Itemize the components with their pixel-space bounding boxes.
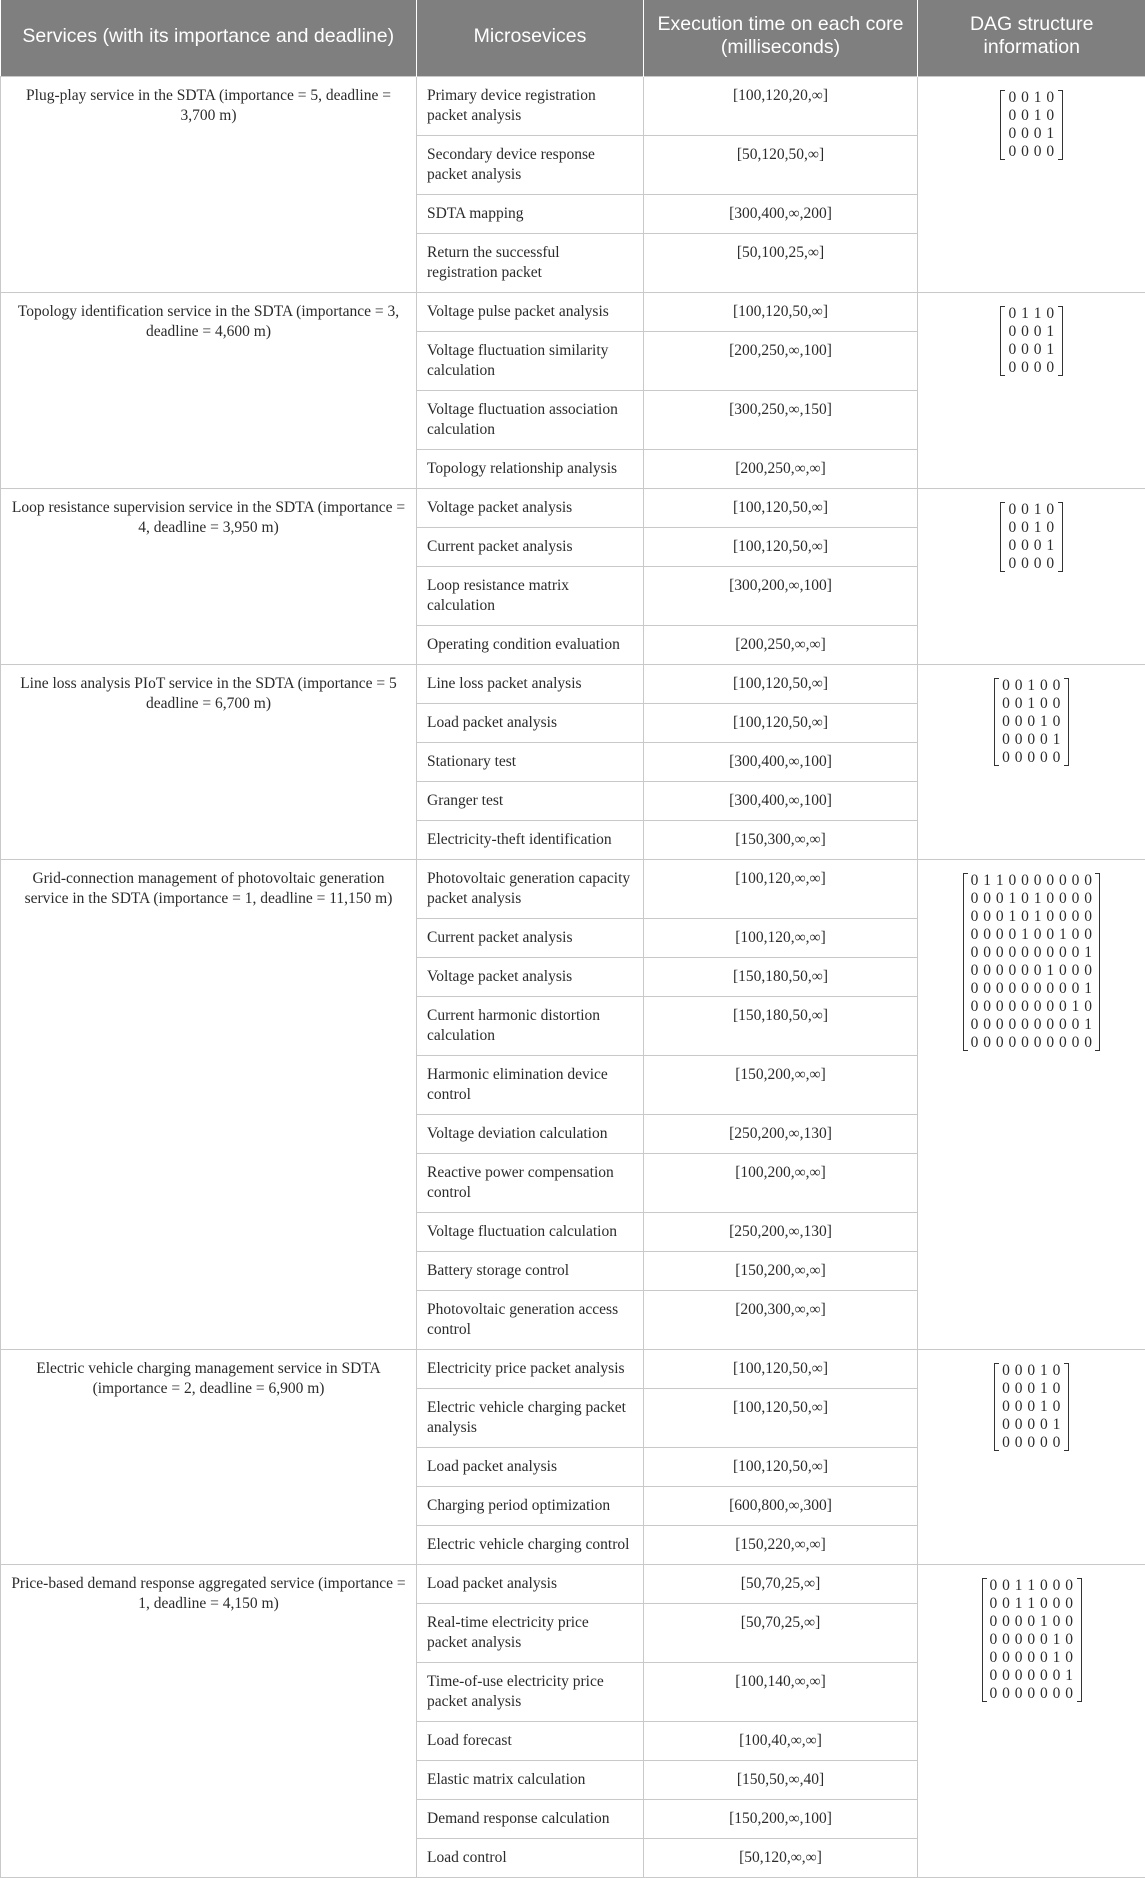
table-header bbox=[1, 0, 1145, 77]
execution-time-cell: [50,120,∞,∞] bbox=[644, 1839, 918, 1878]
matrix-row: 0 0 0 0 0 0 1 bbox=[990, 1667, 1074, 1685]
execution-time-cell: [200,250,∞,∞] bbox=[644, 450, 918, 489]
dag-adjacency-matrix bbox=[962, 872, 1102, 1052]
microservice-name-cell: Load packet analysis bbox=[417, 1448, 644, 1487]
microservice-name-cell: Voltage pulse packet analysis bbox=[417, 293, 644, 332]
execution-time-cell: [100,120,∞,∞] bbox=[644, 860, 918, 919]
matrix-row: 0 0 0 1 0 bbox=[1002, 713, 1061, 731]
microservice-name-cell: Current packet analysis bbox=[417, 528, 644, 567]
microservice-name-cell: Granger test bbox=[417, 782, 644, 821]
microservice-name-cell: Electric vehicle charging control bbox=[417, 1526, 644, 1565]
execution-time-cell: [300,250,∞,150] bbox=[644, 391, 918, 450]
microservice-name-cell: Voltage packet analysis bbox=[417, 958, 644, 997]
matrix-row: 0 0 0 1 bbox=[1008, 341, 1054, 359]
service-name-cell: Topology identification service in the SDTA (importance = 3, deadline = 4,600 m) bbox=[1, 293, 417, 489]
service-name-cell: Line loss analysis PIoT service in the SDTA (importance = 5 deadline = 6,700 m) bbox=[1, 665, 417, 860]
microservice-name-cell: Voltage fluctuation association calculation bbox=[417, 391, 644, 450]
matrix-row: 0 0 0 0 bbox=[1008, 359, 1054, 377]
execution-time-cell: [300,400,∞,100] bbox=[644, 743, 918, 782]
execution-time-cell: [250,200,∞,130] bbox=[644, 1115, 918, 1154]
matrix-row: 0 0 0 0 1 0 0 bbox=[990, 1613, 1074, 1631]
microservice-name-cell: Stationary test bbox=[417, 743, 644, 782]
matrix-row: 0 1 1 0 bbox=[1008, 305, 1054, 323]
service-name-cell: Electric vehicle charging management service in SDTA (importance = 2, deadline = 6,900 m) bbox=[1, 1350, 417, 1565]
service-name-cell: Price-based demand response aggregated service (importance = 1, deadline = 4,150 m) bbox=[1, 1565, 417, 1878]
microservice-name-cell: Real-time electricity price packet analysis bbox=[417, 1604, 644, 1663]
microservice-name-cell: Load forecast bbox=[417, 1722, 644, 1761]
execution-time-cell: [50,70,25,∞] bbox=[644, 1604, 918, 1663]
dag-matrix-cell bbox=[918, 293, 1145, 489]
execution-time-cell: [100,200,∞,∞] bbox=[644, 1154, 918, 1213]
matrix-row: 0 0 1 1 0 0 0 bbox=[990, 1595, 1074, 1613]
execution-time-cell: [600,800,∞,300] bbox=[644, 1487, 918, 1526]
matrix-row: 0 0 0 1 0 bbox=[1002, 1398, 1061, 1416]
matrix-row: 0 0 0 0 0 0 0 0 0 0 bbox=[971, 1034, 1093, 1052]
matrix-row: 0 0 0 1 bbox=[1008, 125, 1054, 143]
execution-time-cell: [200,250,∞,100] bbox=[644, 332, 918, 391]
microservice-name-cell: Loop resistance matrix calculation bbox=[417, 567, 644, 626]
matrix-row: 0 0 0 0 0 bbox=[1002, 1434, 1061, 1452]
matrix-row: 0 0 0 0 0 0 0 0 1 0 bbox=[971, 998, 1093, 1016]
matrix-row: 0 0 1 0 bbox=[1008, 89, 1054, 107]
matrix-row: 0 0 1 1 0 0 0 bbox=[990, 1577, 1074, 1595]
matrix-row: 0 0 0 0 0 1 0 bbox=[990, 1631, 1074, 1649]
matrix-row: 0 0 1 0 bbox=[1008, 107, 1054, 125]
dag-matrix-cell bbox=[918, 665, 1145, 860]
microservice-name-cell: SDTA mapping bbox=[417, 195, 644, 234]
table-body bbox=[1, 77, 1145, 1878]
microservice-name-cell: Battery storage control bbox=[417, 1252, 644, 1291]
microservice-name-cell: Voltage packet analysis bbox=[417, 489, 644, 528]
microservice-name-cell: Voltage fluctuation calculation bbox=[417, 1213, 644, 1252]
header-row bbox=[1, 0, 1145, 77]
execution-time-cell: [100,120,50,∞] bbox=[644, 1448, 918, 1487]
execution-time-cell: [150,180,50,∞] bbox=[644, 958, 918, 997]
execution-time-cell: [200,250,∞,∞] bbox=[644, 626, 918, 665]
microservice-name-cell: Electricity-theft identification bbox=[417, 821, 644, 860]
microservice-name-cell: Line loss packet analysis bbox=[417, 665, 644, 704]
matrix-row: 0 0 0 0 0 1 0 bbox=[990, 1649, 1074, 1667]
microservice-name-cell: Time-of-use electricity price packet analysis bbox=[417, 1663, 644, 1722]
matrix-row: 0 0 0 0 0 0 1 0 0 0 bbox=[971, 962, 1093, 980]
execution-time-cell: [100,120,∞,∞] bbox=[644, 919, 918, 958]
matrix-row: 0 0 0 1 bbox=[1008, 323, 1054, 341]
microservice-name-cell: Voltage deviation calculation bbox=[417, 1115, 644, 1154]
microservice-name-cell: Topology relationship analysis bbox=[417, 450, 644, 489]
microservice-name-cell: Load packet analysis bbox=[417, 1565, 644, 1604]
dag-adjacency-matrix bbox=[999, 305, 1063, 377]
header-services: Services (with its importance and deadline) bbox=[1, 0, 417, 77]
table-row bbox=[1, 860, 1145, 919]
table-row bbox=[1, 293, 1145, 332]
execution-time-cell: [150,300,∞,∞] bbox=[644, 821, 918, 860]
matrix-row: 0 0 0 1 0 1 0 0 0 0 bbox=[971, 908, 1093, 926]
microservice-name-cell: Charging period optimization bbox=[417, 1487, 644, 1526]
execution-time-cell: [100,140,∞,∞] bbox=[644, 1663, 918, 1722]
matrix-row: 0 0 1 0 0 bbox=[1002, 677, 1061, 695]
matrix-row: 0 0 1 0 bbox=[1008, 519, 1054, 537]
microservice-name-cell: Load control bbox=[417, 1839, 644, 1878]
microservice-name-cell: Electric vehicle charging packet analysis bbox=[417, 1389, 644, 1448]
execution-time-cell: [250,200,∞,130] bbox=[644, 1213, 918, 1252]
matrix-row: 0 0 0 1 0 1 0 0 0 0 bbox=[971, 890, 1093, 908]
service-name-cell: Grid-connection management of photovoltaic generation service in the SDTA (importance = 1, deadline = 11,150 m) bbox=[1, 860, 417, 1350]
execution-time-cell: [150,180,50,∞] bbox=[644, 997, 918, 1056]
header-microservices: Microsevices bbox=[417, 0, 644, 77]
matrix-row: 0 0 0 0 1 bbox=[1002, 1416, 1061, 1434]
matrix-row: 0 0 0 0 0 0 0 0 0 1 bbox=[971, 1016, 1093, 1034]
table-row bbox=[1, 77, 1145, 136]
dag-adjacency-matrix bbox=[993, 1362, 1070, 1452]
dag-matrix-cell bbox=[918, 1350, 1145, 1565]
microservice-name-cell: Primary device registration packet analysis bbox=[417, 77, 644, 136]
execution-time-cell: [100,120,20,∞] bbox=[644, 77, 918, 136]
execution-time-cell: [100,120,50,∞] bbox=[644, 1350, 918, 1389]
microservice-name-cell: Load packet analysis bbox=[417, 704, 644, 743]
microservice-name-cell: Return the successful registration packet bbox=[417, 234, 644, 293]
microservice-name-cell: Reactive power compensation control bbox=[417, 1154, 644, 1213]
dag-adjacency-matrix bbox=[999, 89, 1063, 161]
execution-time-cell: [100,120,50,∞] bbox=[644, 528, 918, 567]
matrix-row: 0 0 0 0 1 0 0 1 0 0 bbox=[971, 926, 1093, 944]
matrix-row: 0 0 0 0 1 bbox=[1002, 731, 1061, 749]
microservice-name-cell: Photovoltaic generation capacity packet analysis bbox=[417, 860, 644, 919]
execution-time-cell: [150,50,∞,40] bbox=[644, 1761, 918, 1800]
matrix-row: 0 0 0 0 0 0 0 0 0 1 bbox=[971, 944, 1093, 962]
matrix-row: 0 0 0 0 bbox=[1008, 143, 1054, 161]
matrix-row: 0 0 0 1 0 bbox=[1002, 1362, 1061, 1380]
dag-adjacency-matrix bbox=[999, 501, 1063, 573]
matrix-row: 0 1 1 0 0 0 0 0 0 0 bbox=[971, 872, 1093, 890]
execution-time-cell: [50,120,50,∞] bbox=[644, 136, 918, 195]
table-row bbox=[1, 1350, 1145, 1389]
microservice-name-cell: Secondary device response packet analysis bbox=[417, 136, 644, 195]
dag-adjacency-matrix bbox=[981, 1577, 1083, 1703]
execution-time-cell: [150,200,∞,∞] bbox=[644, 1056, 918, 1115]
microservice-name-cell: Current harmonic distortion calculation bbox=[417, 997, 644, 1056]
execution-time-cell: [50,100,25,∞] bbox=[644, 234, 918, 293]
microservice-name-cell: Voltage fluctuation similarity calculation bbox=[417, 332, 644, 391]
execution-time-cell: [300,400,∞,100] bbox=[644, 782, 918, 821]
execution-time-cell: [100,120,50,∞] bbox=[644, 489, 918, 528]
execution-time-cell: [300,400,∞,200] bbox=[644, 195, 918, 234]
table-row bbox=[1, 1565, 1145, 1604]
execution-time-cell: [50,70,25,∞] bbox=[644, 1565, 918, 1604]
matrix-row: 0 0 0 1 bbox=[1008, 537, 1054, 555]
execution-time-cell: [100,40,∞,∞] bbox=[644, 1722, 918, 1761]
execution-time-cell: [100,120,50,∞] bbox=[644, 665, 918, 704]
service-name-cell: Plug-play service in the SDTA (importance = 5, deadline = 3,700 m) bbox=[1, 77, 417, 293]
execution-time-cell: [150,200,∞,∞] bbox=[644, 1252, 918, 1291]
matrix-row: 0 0 0 0 0 bbox=[1002, 749, 1061, 767]
dag-matrix-cell bbox=[918, 77, 1145, 293]
microservice-name-cell: Harmonic elimination device control bbox=[417, 1056, 644, 1115]
execution-time-cell: [150,220,∞,∞] bbox=[644, 1526, 918, 1565]
matrix-row: 0 0 1 0 0 bbox=[1002, 695, 1061, 713]
execution-time-cell: [100,120,50,∞] bbox=[644, 704, 918, 743]
dag-matrix-cell bbox=[918, 860, 1145, 1350]
service-name-cell: Loop resistance supervision service in the SDTA (importance = 4, deadline = 3,950 m) bbox=[1, 489, 417, 665]
matrix-row: 0 0 0 0 0 0 0 bbox=[990, 1685, 1074, 1703]
table-row bbox=[1, 489, 1145, 528]
matrix-row: 0 0 0 0 0 0 0 0 0 1 bbox=[971, 980, 1093, 998]
matrix-row: 0 0 0 0 bbox=[1008, 555, 1054, 573]
dag-matrix-cell bbox=[918, 1565, 1145, 1878]
microservice-name-cell: Current packet analysis bbox=[417, 919, 644, 958]
microservice-name-cell: Elastic matrix calculation bbox=[417, 1761, 644, 1800]
microservice-name-cell: Demand response calculation bbox=[417, 1800, 644, 1839]
dag-matrix-cell bbox=[918, 489, 1145, 665]
microservice-name-cell: Electricity price packet analysis bbox=[417, 1350, 644, 1389]
execution-time-cell: [300,200,∞,100] bbox=[644, 567, 918, 626]
execution-time-cell: [100,120,50,∞] bbox=[644, 1389, 918, 1448]
execution-time-cell: [200,300,∞,∞] bbox=[644, 1291, 918, 1350]
table-row bbox=[1, 665, 1145, 704]
execution-time-cell: [150,200,∞,100] bbox=[644, 1800, 918, 1839]
microservice-name-cell: Operating condition evaluation bbox=[417, 626, 644, 665]
execution-time-cell: [100,120,50,∞] bbox=[644, 293, 918, 332]
matrix-row: 0 0 1 0 bbox=[1008, 501, 1054, 519]
header-dag-structure: DAG structure information bbox=[918, 0, 1145, 77]
dag-adjacency-matrix bbox=[993, 677, 1070, 767]
matrix-row: 0 0 0 1 0 bbox=[1002, 1380, 1061, 1398]
header-execution-time: Execution time on each core (milliseconds) bbox=[644, 0, 918, 77]
microservice-name-cell: Photovoltaic generation access control bbox=[417, 1291, 644, 1350]
